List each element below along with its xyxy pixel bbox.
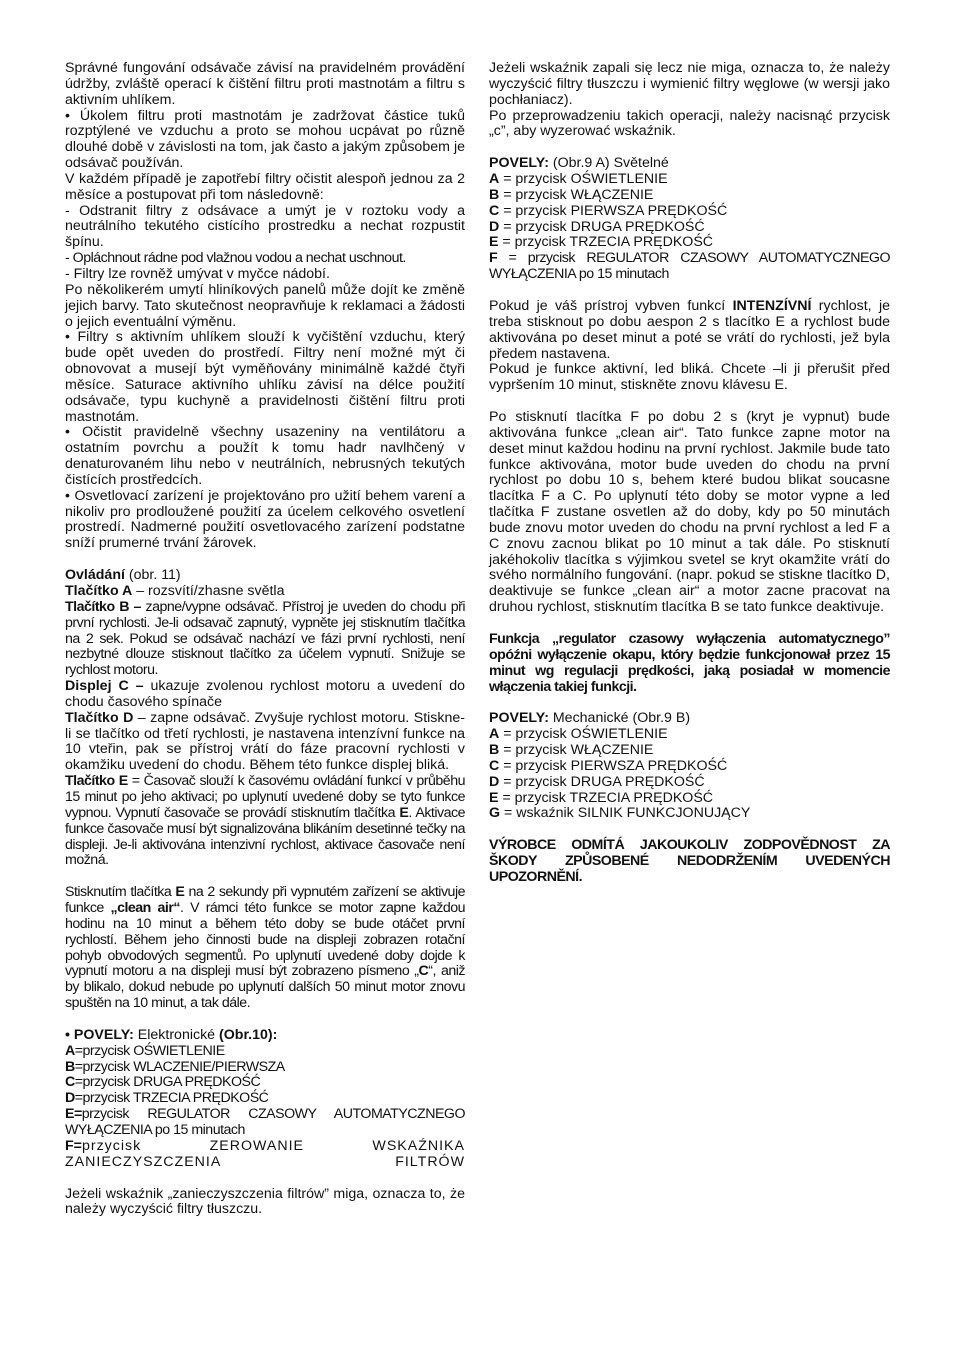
button-d-desc — [65, 711, 465, 774]
cmd-a — [65, 1044, 465, 1060]
cmd-b-val: =przycisk WLACZENIE/PIERWSZA — [74, 1058, 285, 1075]
mech-commands-heading — [489, 711, 890, 727]
cmd-e-val: przycisk REGULATOR CZASOWY AUTOMATYCZNEGO WYŁĄCZENIA po 15 minutach — [65, 1106, 465, 1138]
cleaning-surfaces-paragraph: • Očistit pravidelně všechny usazeniny na ventilátoru a ostatním povrchu a použít k tomu hadr navlhčený v denaturovaném lihu nebo v neutrálních, nebrusných tekutých čistících prostředcích. — [65, 424, 465, 488]
mcmd-g-key: G — [489, 805, 501, 822]
controls-ref: (obr. 11) — [124, 567, 181, 584]
button-e-desc — [65, 774, 465, 869]
intensive-text2: rychlost, je treba stisknout po dobu aespon 2 s tlacítko E a rychlost bude aktivována po deset minut a poté se vrátí do rychlosti, jež byla předem nastavena. — [489, 297, 890, 362]
button-d-text: – zapne odsávač. Zvyšuje rychlost motoru. Stiskne-li se tlačítko od třetí rychlosti, je nastavena intenzívní funkce na 10 vteřin, pak se přístroj vrátí do fáze pracovní rychlosti v okamžiku uvedení do chodu. Během této funkce displej bliká. — [65, 709, 465, 774]
mcmd-g-val: = wskaźnik SILNIK FUNKCJONUJĄCY — [500, 805, 751, 822]
cmd-e — [65, 1107, 465, 1139]
button-e-text2: . Aktivace funkce časovače musí být signalizována blikáním desetinné tečky na displeji. Je-li aktivována intenzivní rychlost, aktivace časovače není možná. — [65, 804, 465, 869]
intensive-paragraph — [489, 299, 890, 362]
panel-color-paragraph: Po několikerém umytí hliníkových panelů může dojít ke změně jejich barvy. Tato skutečnost neopravňuje k reklamaci a žádosti o jejich eventuální výměnu. — [65, 281, 465, 330]
intro-paragraph: Správné fungování odsávače závisí na pravidelném provádění údržby, zvláště operací k čištění filtru proti mastnotám a filtru s aktivním uhlíkem. — [65, 60, 465, 108]
step-rinse: - Opláchnout rádne pod vlažnou vodou a nechat uschnout. — [65, 250, 406, 267]
display-c-label: Displej C – — [65, 678, 144, 695]
rcmd-a-key: A — [489, 171, 500, 188]
rcmd-f-val: = przycisk REGULATOR CZASOWY AUTOMATYCZNEGO WYŁĄCZENIA po 15 minutach — [489, 250, 890, 283]
step-remove-filters: - Odstranit filtry z odsávace a umýt je v roztoku vody a neutrálního tekutého cistícího prostredku a nechat rozpustit špínu. — [65, 202, 465, 251]
clean-air-key-e: E — [175, 884, 185, 901]
rcmd-a-val: = przycisk OŚWIETLENIE — [499, 171, 668, 188]
cmd-a-key: A — [65, 1042, 75, 1059]
cmd-c-key: C — [65, 1074, 75, 1091]
mcmd-e-val: = przycisk TRZECIA PRĘDKOŚĆ — [498, 789, 714, 806]
rcmd-f-key: F — [489, 250, 498, 267]
cmd-c — [65, 1075, 465, 1091]
intensive-text1: Pokud je váš prístroj vybven funkcí — [489, 297, 733, 314]
mcmd-e-key: E — [489, 789, 499, 806]
commands-type: Elektronické — [133, 1026, 220, 1043]
button-e-label: Tlačítko E — [65, 773, 128, 790]
clean-air-term: „clean air“ — [110, 900, 180, 917]
cleaning-interval-paragraph: V každém případě je zapotřebí filtry očistit alespoň jednou za 2 měsíce a postupovat při tom následovně: — [65, 170, 465, 203]
cmd-d — [65, 1091, 465, 1107]
button-b-label: Tlačítko B – — [65, 598, 141, 615]
button-e-text1: = Časovač slouží k časovému ovládání funkcí v průběhu 15 minut po jeho aktivaci; po uplynutí uvedené doby se tyto funkce vypnou. Vypnutí časovače se provádí stisknutím tlačítka — [65, 773, 465, 821]
cmd-b-key: B — [65, 1058, 75, 1075]
mcmd-b-val: = przycisk WŁĄCZENIE — [499, 742, 654, 759]
mcmd-b-key: B — [489, 742, 500, 759]
rcmd-b-key: B — [489, 186, 500, 203]
step-dishwasher: - Filtry lze rovněž umývat v myčce nádobí. — [65, 265, 330, 282]
grease-filter-paragraph: • Úkolem filtru proti mastnotám je zadržovat částice tuků rozptýlené ve vzduchu a proto se mohou ucpávat po různě dlouhé době v závislosti na tom, jak často a jakým způsobem je odsávač používán. — [65, 107, 465, 172]
cmd-a-val: =przycisk OŚWIETLENIE — [74, 1042, 225, 1059]
intensive-term: INTENZÍVNÍ — [732, 297, 812, 314]
mcmd-d — [489, 775, 890, 791]
mcmd-e — [489, 791, 890, 807]
rcmd-c-key: C — [489, 202, 500, 219]
controls-title: Ovládání — [65, 567, 125, 584]
clean-air-text2: na 2 sekundy při vypnutém zařízení se aktivuje funkce — [65, 884, 465, 917]
left-column — [65, 61, 465, 1218]
cmd-c-val: =przycisk DRUGA PRĘDKOŚĆ — [74, 1074, 261, 1091]
mech-commands-type: Mechanické (Obr.9 B) — [548, 710, 691, 727]
right-column — [489, 61, 890, 886]
clean-air-paragraph — [65, 885, 465, 1012]
timer-function-text: Funkcja „regulator czasowy wyłączenia automatycznego” opóźni wyłączenie okapu, który będzie funkcjonował przez 15 minut wg regulacji prędkości, jaką posiadał w momencie włączenia takiej funkcji. — [489, 631, 890, 695]
rcmd-e-key: E — [489, 234, 499, 251]
display-c-text: ukazuje zvolenou rychlost motoru a uvedení do chodu časového spínače — [65, 678, 465, 710]
disclaimer-paragraph — [489, 838, 890, 886]
button-b-text: zapne/vypne odsávač. Přístroj je uveden do chodu při první rychlosti. Je-li odsavač zapnutý, vypněte jej stisknutím tlačítka na 2 sek. Pokud se odsávač nachází ve fázi první rychlosti, není nezbytné dlouze stisknout tlačítko za účelem vypnutí. Snižuje se rychlost motoru. — [65, 598, 465, 679]
rcmd-e — [489, 235, 890, 251]
mcmd-g — [489, 806, 890, 822]
button-d-label: Tlačítko D — [65, 709, 134, 726]
button-a-text: – rozsvítí/zhasne světla — [132, 583, 285, 599]
mcmd-a-val: = przycisk OŚWIETLENIE — [499, 726, 668, 743]
commands-title: • POVELY: — [65, 1026, 134, 1043]
mcmd-c — [489, 759, 890, 775]
rcmd-d-key: D — [489, 218, 500, 235]
button-e-key: E — [399, 804, 409, 821]
filter-indicator-paragraph: Jeżeli wskaźnik „zanieczyszczenia filtrów” miga, oznacza to, że należy wyczyścić filtry tłuszczu. — [65, 1185, 465, 1218]
cmd-e-key: E= — [65, 1106, 82, 1123]
reset-indicator-paragraph: Po przeprowadzeniu takich operacji, należy nacisnąć przycisk „c”, aby wyzerować wskaźnik. — [489, 107, 890, 140]
light-commands-title: POVELY: — [489, 155, 549, 172]
controls-heading — [65, 568, 465, 584]
clean-air-letter-c: C — [418, 963, 429, 980]
cmd-f-val: przycisk ZEROWANIE WSKAŹNIKA ZANIECZYSZCZENIA FILTRÓW — [65, 1137, 465, 1170]
button-a-desc — [65, 584, 465, 600]
clean-air-text3: . V rámci této funkce se motor zapne každou hodinu na 10 minut a během této doby se bude otáčet první rychlostí. Během jeho činnosti bude na displeji zobrazen rotační pohyb obvodových segmentů. Po uplynutí uvedené doby dojde k vypnutí motoru a na displeji musí být zobrazeno písmeno „ — [65, 900, 465, 980]
mech-commands-title: POVELY: — [489, 710, 549, 727]
rcmd-c-val: = przycisk PIERWSZA PRĘDKOŚĆ — [499, 202, 728, 219]
mcmd-d-val: = przycisk DRUGA PRĘDKOŚĆ — [499, 773, 705, 790]
intensive-stop-paragraph: Pokud je funkce aktivní, led bliká. Chcete –li ji přerušit před vypršením 10 minut, stiskněte znovu klávesu E. — [489, 361, 890, 394]
cmd-f — [65, 1139, 465, 1171]
rcmd-e-val: = przycisk TRZECIA PRĘDKOŚĆ — [498, 234, 714, 251]
carbon-filter-paragraph: • Filtry s aktivním uhlíkem slouží k vyčištění vzduchu, který bude opět uveden do prostředí. Filtry není možné mýt či obnovovat a musejí být vyměňovány minimálně každé čtyři měsíce. Saturace aktivního uhlíku závisí na délce použití odsávače, typu kuchyně a pravidelnosti čištění filtru proti mastnotám. — [65, 329, 465, 425]
rcmd-d-val: = przycisk DRUGA PRĘDKOŚĆ — [499, 218, 705, 235]
mcmd-a — [489, 727, 890, 743]
timer-function-paragraph — [489, 632, 890, 695]
rcmd-f — [489, 251, 890, 283]
clean-air-f-paragraph: Po stisknutí tlacítka F po dobu 2 s (kryt je vypnut) bude aktivována funkce „clean air“. Tato funkce zapne motor na deset minut každou hodinu na první rychlost. Jakmile bude tato funkce aktivována, motor bude uveden do chodu na první rychlost po dobu 10 s, behem které budou blikat soucasne tlacítka F a C. Po uplynutí této doby se motor vypne a led tlačítka F zustane osvetlen až do doby, kdy po 50 minutách bude znovu motor uveden do chodu na první rychlost a led F a C znovu zacnou blikat po 10 minut a tak dále. Po stisknutí jakéhokoliv tlacítka s výjimkou svetel se kryt okamžite vrátí do svého normálního fungování. (napr. pokud se stiskne tlacítko D, deaktivuje se funkce „clean air“ a motor zacne pracovat na druhou rychlost, stisknutím tlacítka B se tato funkce deaktivuje. — [489, 409, 890, 616]
clean-air-text4: “, aniž by blikalo, dokud nebude po uplynutí dalších 50 minut motor znovu spuštěn na 10 minut, a tak dále. — [65, 963, 465, 1012]
button-b-desc — [65, 600, 465, 679]
button-a-label: Tlačítko A — [65, 583, 133, 599]
lighting-paragraph: • Osvetlovací zarízení je projektováno pro užití behem varení a nikoliv pro prodloužené použití za úcelem celkového osvetlení prostredí. Nadmerné použití osvetlovacého zarízení podstatne sníží prumerné trvání žárovek. — [65, 487, 465, 552]
rcmd-b — [489, 188, 890, 204]
rcmd-b-val: = przycisk WŁĄCZENIE — [499, 186, 654, 203]
mcmd-d-key: D — [489, 773, 500, 790]
mcmd-b — [489, 743, 890, 759]
rcmd-c — [489, 204, 890, 220]
cmd-f-key: F= — [65, 1137, 82, 1154]
indicator-on-paragraph: Jeżeli wskaźnik zapali się lecz nie miga, oznacza to, że należy wyczyścić filtry tłuszczu i wymienić filtry węglowe (w wersji jako pochłaniacz). — [489, 60, 890, 108]
mcmd-a-key: A — [489, 726, 500, 743]
cmd-d-val: =przycisk TRZECIA PRĘDKOŚĆ — [74, 1090, 269, 1107]
light-commands-type: (Obr.9 A) Světelné — [548, 155, 669, 172]
commands-heading — [65, 1028, 465, 1044]
mcmd-c-val: = przycisk PIERWSZA PRĘDKOŚĆ — [499, 757, 728, 774]
mcmd-c-key: C — [489, 757, 500, 774]
display-c-desc — [65, 679, 465, 711]
commands-ref: (Obr.10): — [219, 1026, 278, 1043]
light-commands-heading — [489, 156, 890, 172]
rcmd-a — [489, 172, 890, 188]
disclaimer-text: VÝROBCE ODMÍTÁ JAKOUKOLIV ZODPOVĚDNOST ZA ŠKODY ZPŮSOBENÉ NEDODRŽENÍM UVEDENÝCH UPOZORNĚNÍ. — [489, 837, 890, 885]
clean-air-text1: Stisknutím tlačítka — [65, 884, 176, 901]
cmd-d-key: D — [65, 1090, 75, 1107]
